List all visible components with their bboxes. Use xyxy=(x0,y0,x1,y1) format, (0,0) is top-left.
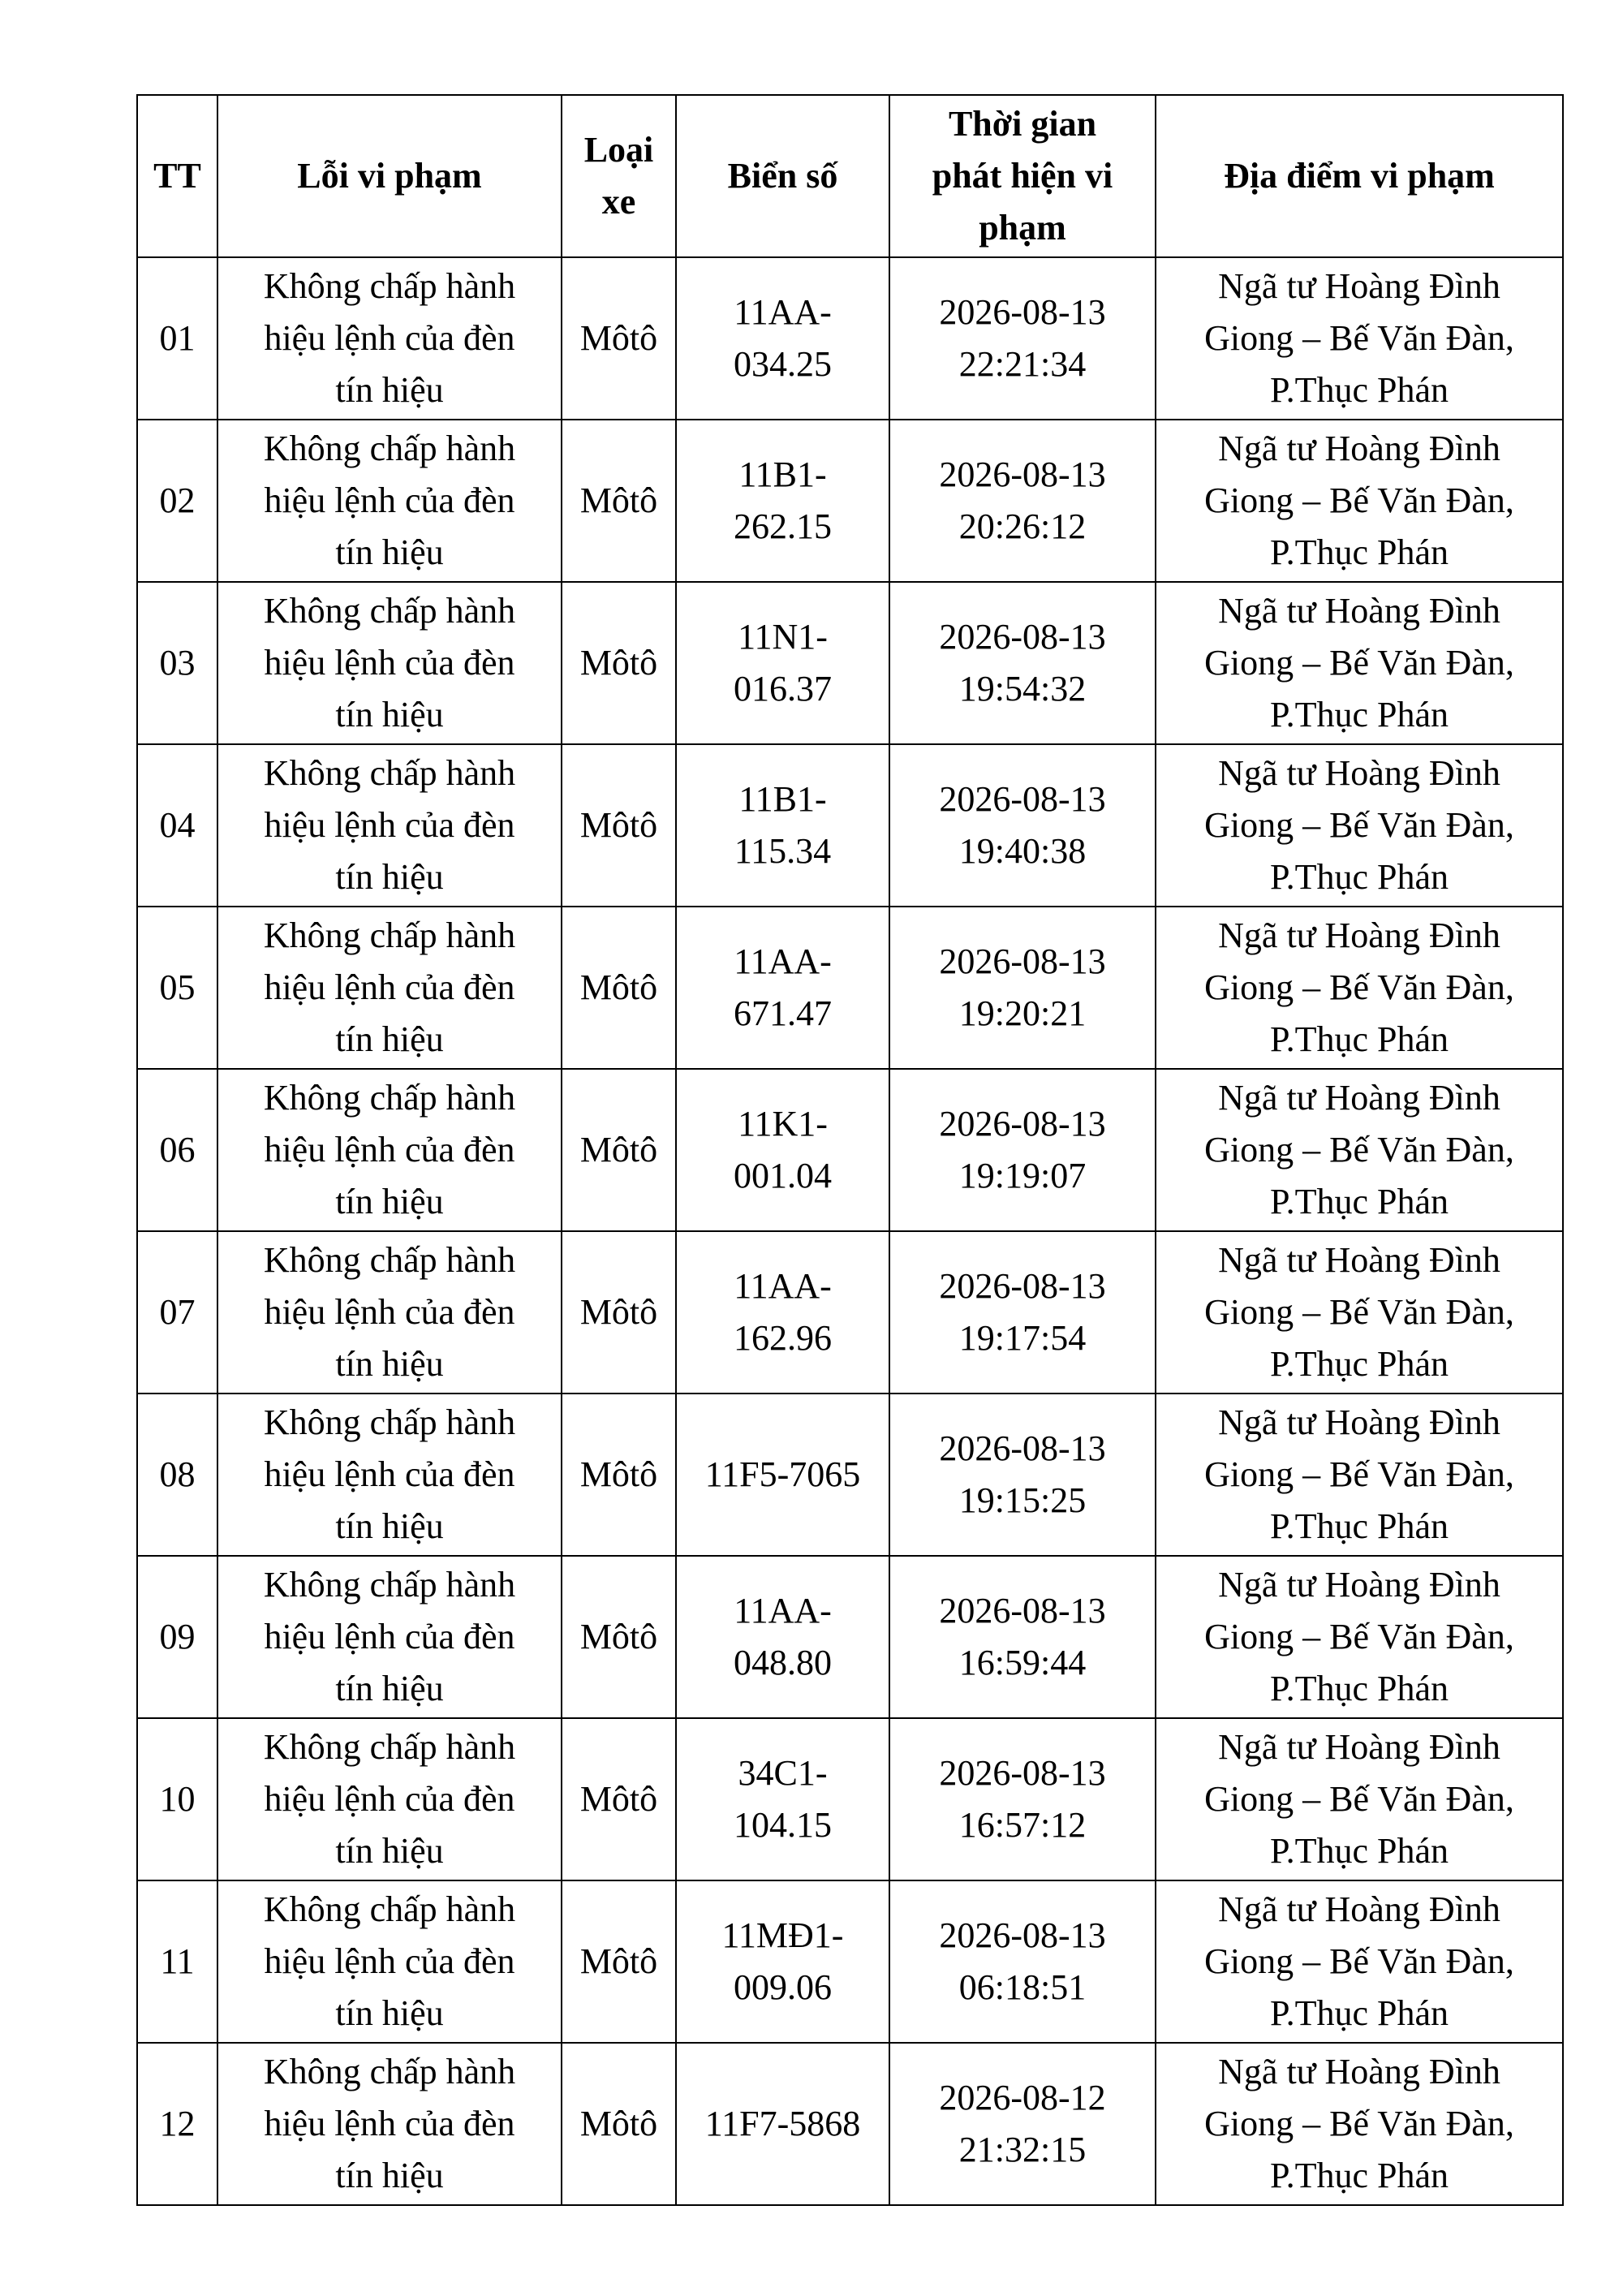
cell-location: Ngã tư Hoàng Đình Giong – Bế Văn Đàn, P.Thục Phán xyxy=(1156,1394,1563,1556)
cell-vehicle-type: Môtô xyxy=(562,744,676,907)
table-row xyxy=(137,2043,1563,2205)
table-row xyxy=(137,907,1563,1069)
cell-tt: 02 xyxy=(137,420,217,582)
cell-tt: 05 xyxy=(137,907,217,1069)
cell-tt: 11 xyxy=(137,1880,217,2043)
cell-plate-number: 11B1- 115.34 xyxy=(676,744,889,907)
table-row xyxy=(137,1880,1563,2043)
cell-plate-number: 11F5-7065 xyxy=(676,1394,889,1556)
cell-tt: 08 xyxy=(137,1394,217,1556)
cell-plate-number: 11K1- 001.04 xyxy=(676,1069,889,1231)
cell-vehicle-type: Môtô xyxy=(562,1394,676,1556)
cell-plate-number: 11N1- 016.37 xyxy=(676,582,889,744)
cell-plate-number: 11AA- 162.96 xyxy=(676,1231,889,1394)
cell-location: Ngã tư Hoàng Đình Giong – Bế Văn Đàn, P.Thục Phán xyxy=(1156,582,1563,744)
cell-detection-time: 2026-08-13 06:18:51 xyxy=(889,1880,1156,2043)
cell-violation: Không chấp hành hiệu lệnh của đèn tín hiệu xyxy=(217,257,562,420)
cell-plate-number: 34C1- 104.15 xyxy=(676,1718,889,1880)
cell-violation: Không chấp hành hiệu lệnh của đèn tín hiệu xyxy=(217,907,562,1069)
cell-detection-time: 2026-08-13 16:57:12 xyxy=(889,1718,1156,1880)
cell-tt: 04 xyxy=(137,744,217,907)
cell-detection-time: 2026-08-13 19:19:07 xyxy=(889,1069,1156,1231)
cell-tt: 01 xyxy=(137,257,217,420)
cell-violation: Không chấp hành hiệu lệnh của đèn tín hiệu xyxy=(217,582,562,744)
cell-vehicle-type: Môtô xyxy=(562,420,676,582)
cell-violation: Không chấp hành hiệu lệnh của đèn tín hiệu xyxy=(217,1069,562,1231)
cell-violation: Không chấp hành hiệu lệnh của đèn tín hiệu xyxy=(217,1231,562,1394)
cell-vehicle-type: Môtô xyxy=(562,1556,676,1718)
header-detection-time: Thời gian phát hiện vi phạm xyxy=(889,95,1156,257)
cell-vehicle-type: Môtô xyxy=(562,1718,676,1880)
violations-table xyxy=(136,94,1564,2206)
cell-tt: 12 xyxy=(137,2043,217,2205)
table-row xyxy=(137,1231,1563,1394)
cell-tt: 06 xyxy=(137,1069,217,1231)
cell-detection-time: 2026-08-13 19:54:32 xyxy=(889,582,1156,744)
cell-location: Ngã tư Hoàng Đình Giong – Bế Văn Đàn, P.Thục Phán xyxy=(1156,744,1563,907)
cell-location: Ngã tư Hoàng Đình Giong – Bế Văn Đàn, P.Thục Phán xyxy=(1156,1556,1563,1718)
cell-detection-time: 2026-08-13 19:20:21 xyxy=(889,907,1156,1069)
table-row xyxy=(137,744,1563,907)
cell-plate-number: 11AA- 048.80 xyxy=(676,1556,889,1718)
cell-location: Ngã tư Hoàng Đình Giong – Bế Văn Đàn, P.Thục Phán xyxy=(1156,257,1563,420)
cell-plate-number: 11AA- 034.25 xyxy=(676,257,889,420)
table-row xyxy=(137,1718,1563,1880)
table-row xyxy=(137,582,1563,744)
cell-plate-number: 11AA- 671.47 xyxy=(676,907,889,1069)
cell-location: Ngã tư Hoàng Đình Giong – Bế Văn Đàn, P.Thục Phán xyxy=(1156,1231,1563,1394)
cell-detection-time: 2026-08-13 16:59:44 xyxy=(889,1556,1156,1718)
header-tt: TT xyxy=(137,95,217,257)
cell-plate-number: 11B1- 262.15 xyxy=(676,420,889,582)
cell-detection-time: 2026-08-13 19:15:25 xyxy=(889,1394,1156,1556)
cell-tt: 07 xyxy=(137,1231,217,1394)
cell-location: Ngã tư Hoàng Đình Giong – Bế Văn Đàn, P.Thục Phán xyxy=(1156,1069,1563,1231)
table-row xyxy=(137,1394,1563,1556)
table-row xyxy=(137,257,1563,420)
cell-vehicle-type: Môtô xyxy=(562,907,676,1069)
cell-violation: Không chấp hành hiệu lệnh của đèn tín hiệu xyxy=(217,744,562,907)
cell-vehicle-type: Môtô xyxy=(562,257,676,420)
cell-plate-number: 11MĐ1- 009.06 xyxy=(676,1880,889,2043)
header-plate-number: Biển số xyxy=(676,95,889,257)
cell-location: Ngã tư Hoàng Đình Giong – Bế Văn Đàn, P.Thục Phán xyxy=(1156,2043,1563,2205)
cell-location: Ngã tư Hoàng Đình Giong – Bế Văn Đàn, P.Thục Phán xyxy=(1156,1718,1563,1880)
cell-detection-time: 2026-08-12 21:32:15 xyxy=(889,2043,1156,2205)
cell-violation: Không chấp hành hiệu lệnh của đèn tín hiệu xyxy=(217,1556,562,1718)
cell-plate-number: 11F7-5868 xyxy=(676,2043,889,2205)
cell-tt: 09 xyxy=(137,1556,217,1718)
cell-location: Ngã tư Hoàng Đình Giong – Bế Văn Đàn, P.Thục Phán xyxy=(1156,1880,1563,2043)
cell-detection-time: 2026-08-13 19:40:38 xyxy=(889,744,1156,907)
cell-tt: 03 xyxy=(137,582,217,744)
cell-detection-time: 2026-08-13 22:21:34 xyxy=(889,257,1156,420)
cell-detection-time: 2026-08-13 20:26:12 xyxy=(889,420,1156,582)
cell-vehicle-type: Môtô xyxy=(562,1231,676,1394)
table-header-row xyxy=(137,95,1563,257)
cell-violation: Không chấp hành hiệu lệnh của đèn tín hiệu xyxy=(217,1394,562,1556)
header-violation: Lỗi vi phạm xyxy=(217,95,562,257)
cell-location: Ngã tư Hoàng Đình Giong – Bế Văn Đàn, P.Thục Phán xyxy=(1156,907,1563,1069)
cell-violation: Không chấp hành hiệu lệnh của đèn tín hiệu xyxy=(217,1718,562,1880)
table-row xyxy=(137,1069,1563,1231)
header-vehicle-type: Loại xe xyxy=(562,95,676,257)
cell-violation: Không chấp hành hiệu lệnh của đèn tín hiệu xyxy=(217,2043,562,2205)
cell-vehicle-type: Môtô xyxy=(562,1880,676,2043)
table-row xyxy=(137,420,1563,582)
cell-violation: Không chấp hành hiệu lệnh của đèn tín hiệu xyxy=(217,420,562,582)
cell-location: Ngã tư Hoàng Đình Giong – Bế Văn Đàn, P.Thục Phán xyxy=(1156,420,1563,582)
table-row xyxy=(137,1556,1563,1718)
cell-vehicle-type: Môtô xyxy=(562,2043,676,2205)
cell-vehicle-type: Môtô xyxy=(562,1069,676,1231)
cell-tt: 10 xyxy=(137,1718,217,1880)
table-body xyxy=(137,257,1563,2205)
cell-vehicle-type: Môtô xyxy=(562,582,676,744)
cell-violation: Không chấp hành hiệu lệnh của đèn tín hiệu xyxy=(217,1880,562,2043)
header-location: Địa điểm vi phạm xyxy=(1156,95,1563,257)
cell-detection-time: 2026-08-13 19:17:54 xyxy=(889,1231,1156,1394)
